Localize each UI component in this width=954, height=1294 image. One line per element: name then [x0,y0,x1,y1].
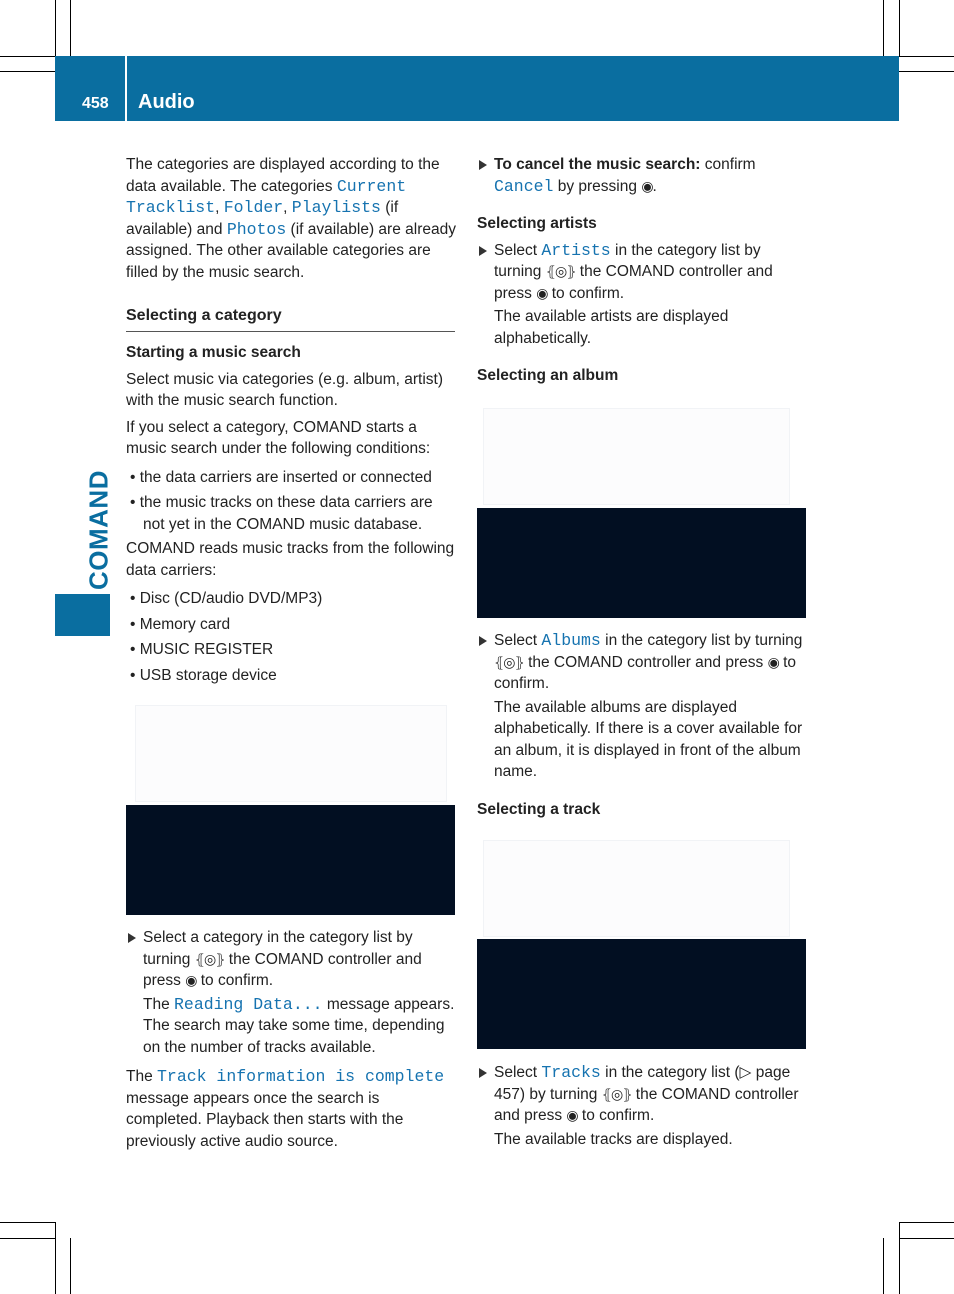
crop-mark [0,1222,55,1223]
right-column-tracks [477,1062,809,1150]
crop-mark [55,1222,56,1294]
keyword-current-tracklist: Current Tracklist [126,176,407,217]
crop-mark [70,1238,71,1294]
left-column-body [126,342,456,686]
right-column [477,154,809,387]
crop-mark [899,0,900,56]
intro-paragraph: The categories are displayed according to the data available. The categories Current Tracklist, Folder, Playlists (if available) and Photos (if available) are already assigned. The other available categories are filled by the music search. [126,156,456,281]
paragraph: The Track information is complete message appears once the search is completed. Playback then starts with the previously active audio source. [126,1067,445,1150]
step-arrow-icon [479,1068,487,1078]
list-item: • USB storage device [130,666,277,684]
heading-starting-search: Starting a music search [126,344,301,361]
keyword-track-info-complete: Track information is complete [157,1067,445,1086]
instruction-step: Select Tracks in the category list (▷ page 457) by turning ⦃◎⦄ the COMAND controller and press ◉ to confirm. The available tracks are displayed. [477,1062,809,1150]
keyword-playlists: Playlists [291,198,381,217]
heading-selecting-album: Selecting an album [477,367,619,384]
step-arrow-icon [479,636,487,646]
side-tab-label: COMAND [83,470,114,590]
keyword-reading-data: Reading Data... [174,994,323,1014]
controller-turn-icon: ⦃◎⦄ [194,950,225,967]
list-item: • the data carriers are inserted or connected [130,468,432,486]
paragraph: COMAND reads music tracks from the following data carriers: [126,540,455,579]
page-number: 458 [82,95,109,112]
header-divider [125,56,127,121]
left-column-steps [126,927,456,1152]
heading-selecting-category: Selecting a category [126,305,455,332]
controller-press-icon: ◉ [767,653,779,670]
instruction-step: Select Artists in the category list by turning ⦃◎⦄ the COMAND controller and press ◉ to confirm. The available artists are displayed alphabetically. [477,240,809,350]
controller-press-icon: ◉ [185,972,197,988]
step-arrow-icon [128,933,136,943]
crop-mark [899,1222,954,1223]
crop-mark [0,71,55,72]
list-item: • Disc (CD/audio DVD/MP3) [130,590,323,607]
controller-turn-icon: ⦃◎⦄ [545,263,576,279]
paragraph: Select music via categories (e.g. album, artist) with the music search function. [126,370,444,409]
crop-mark [55,0,56,56]
section-title: Audio [138,91,195,113]
left-column [126,154,456,283]
list-item: • MUSIC REGISTER [130,641,274,658]
keyword-artists: Artists [541,240,611,260]
controller-press-icon: ◉ [566,1107,578,1123]
page-ref-arrow-icon: ▷ [739,1064,752,1081]
step-arrow-icon [479,160,487,170]
crop-mark [899,1222,900,1294]
crop-mark [0,1238,55,1239]
controller-press-icon: ◉ [536,284,548,301]
heading-selecting-track: Selecting a track [477,800,601,818]
crop-mark [899,1238,954,1239]
keyword-cancel: Cancel [494,176,554,196]
controller-turn-icon: ⦃◎⦄ [601,1085,632,1102]
keyword-folder: Folder [223,198,284,217]
heading-selecting-artists: Selecting artists [477,215,597,232]
paragraph: If you select a category, COMAND starts a music search under the following conditions: [126,418,431,457]
screen-image [477,939,806,1049]
step-arrow-icon [479,246,487,256]
screen-image [477,508,806,618]
controller-press-icon: ◉ [641,177,653,194]
crop-mark [899,56,954,57]
list-item: • the music tracks on these data carriers are not yet in the COMAND music database. [130,494,433,533]
crop-mark [883,0,884,56]
screen-ghost-image [483,408,790,505]
crop-mark [899,71,954,72]
keyword-tracks: Tracks [541,1063,601,1082]
instruction-step: To cancel the music search: confirm Cancel by pressing ◉. [477,154,809,197]
controller-turn-icon: ⦃◎⦄ [494,653,524,670]
screen-ghost-image [483,840,790,937]
instruction-step: Select Albums in the category list by turning ⦃◎⦄ the COMAND controller and press ◉ to confirm. The available albums are displayed alphabetically. If there is a cover available for an album, it is displayed in front of the album name. [477,630,809,783]
keyword-photos: Photos [226,219,287,239]
crop-mark [0,56,55,57]
list-item: • Memory card [130,615,231,633]
side-tab-block [55,594,110,636]
right-column-albums [477,630,809,820]
crop-mark [70,0,71,56]
keyword-albums: Albums [541,631,601,650]
crop-mark [883,1238,884,1294]
screen-image [126,805,455,915]
screen-ghost-image [135,705,447,802]
instruction-step: Select a category in the category list by turning ⦃◎⦄ the COMAND controller and press ◉ to confirm. The Reading Data... message appears. The search may take some time, depending on the number of tracks available. [126,927,456,1058]
